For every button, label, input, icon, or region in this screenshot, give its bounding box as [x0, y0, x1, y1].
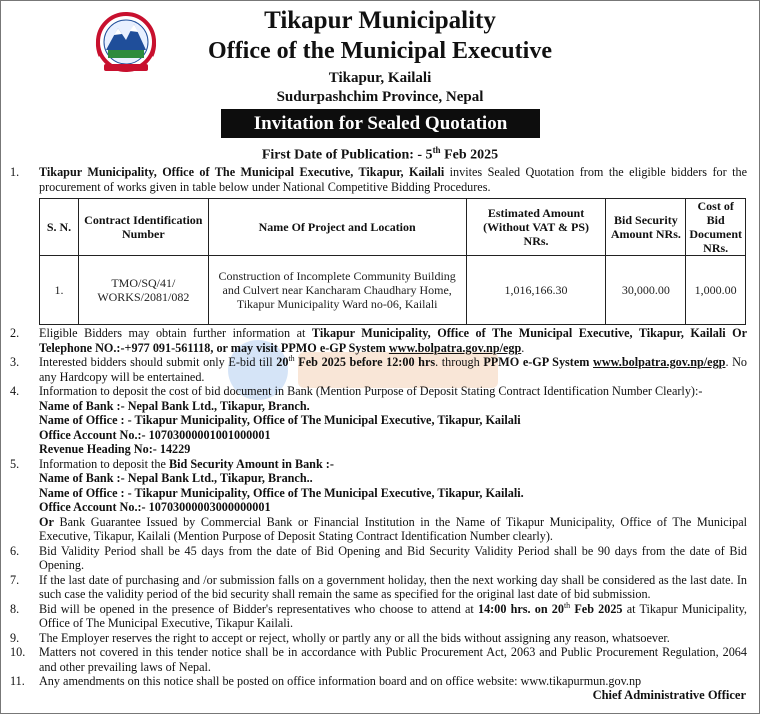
header-contract-id: Contract Identification Number: [79, 199, 209, 256]
cell-bid-security: 30,000.00: [606, 256, 686, 325]
notice-item-10: 10. Matters not covered in this tender notice shall be in accordance with Public Procurement Act, 2063 and Public Procurement Regulation, 2064 and other prevailing laws of Nepal.: [10, 645, 747, 674]
signature-title: Chief Administrative Officer: [592, 688, 746, 702]
notice-item-7: 7. If the last date of purchasing and /or submission falls on a government holiday, then the next working day shall be considered as the last date. In such case the validity period of the bid security shall remain the same as specified for the original last date of bid submission.: [10, 572, 747, 601]
notice-items: [10, 165, 747, 194]
cell-sn: 1.: [40, 256, 79, 325]
header-bid-security: Bid Security Amount NRs.: [606, 199, 686, 256]
notice-item-6: 6. Bid Validity Period shall be 45 days from the date of Bid Opening and Bid Security Validity Period shall be 90 days from the date of Bid Opening.: [10, 543, 747, 572]
office-name: Tikapur Municipality: [264, 7, 496, 34]
table-header-row: [40, 199, 746, 256]
cell-estimated-amount: 1,016,166.30: [466, 256, 606, 325]
bid-table: [39, 198, 746, 325]
notice-item-1: 1. Tikapur Municipality, Office of The Municipal Executive, Tikapur, Kailali invites Sealed Quotation from the eligible bidders for the procurement of works given in table below under National Competitive Bidding Procedures.: [10, 165, 747, 194]
notice-item-11: 11. Any amendments on this notice shall be posted on office information board and on office website: www.tikapurmun.gov.np: [10, 674, 642, 688]
cell-project: Construction of Incomplete Community Building and Culvert near Kancharam Chaudhary Home, Tikapur Municipality Ward no-06, Kailali: [208, 256, 466, 325]
notice-item-4: 4. Information to deposit the cost of bid document in Bank (Mention Purpose of Deposit Stating Contract Identification Number Clearly):- Name of Bank :- Nepal Bank Ltd., Tikapur, Branch. Name of Office : - Tikapur Municipality, Office of The Municipal Executive, Tikapur, Kailali Office Account No.:- 10703000001001000001 Revenue Heading No:- 14229: [10, 384, 703, 456]
notice-item-2: 2. Eligible Bidders may obtain further information at Tikapur Municipality, Office of The Municipal Executive, Tikapur, Kailali Or Telephone NO.:-+977 091-561118, or may visit PPMO e-GP System www.bolpatra.gov.np/egp.: [10, 326, 747, 355]
bolpatra-link[interactable]: www.bolpatra.gov.np/egp: [388, 340, 522, 355]
cell-contract-id: TMO/SQ/41/ WORKS/2081/082: [79, 256, 209, 325]
bolpatra-link-2[interactable]: www.bolpatra.gov.np/egp: [593, 355, 726, 369]
header-project: Name Of Project and Location: [208, 199, 466, 256]
address-province: Sudurpashchim Province, Nepal: [276, 89, 484, 105]
header-bid-cost: Cost of Bid Document NRs.: [686, 199, 746, 256]
header-sn: S. N.: [40, 199, 79, 256]
notice-banner: Invitation for Sealed Quotation: [221, 109, 540, 138]
notice-item-5: 5. Information to deposit the Bid Security Amount in Bank :- Name of Bank :- Nepal Bank Ltd., Tikapur, Branch.. Name of Office : - Tikapur Municipality, Office of The Municipal Executive, Tikapur, Kailali. Office Account No.:- 10703000003000000001 Or Bank Guarantee Issued by Commercial Bank or Financial Institution in the Name of Tikapur Municipality, Office of The Municipal Executive, Tikapur, Kailali (Mention Purpose of Deposit Stating Contract Identification Number clearly).: [10, 456, 747, 543]
publication-date: First Date of Publication: - 5th Feb 2025: [261, 145, 499, 163]
office-subtitle: Office of the Municipal Executive: [208, 38, 552, 64]
notice-item-9: 9. The Employer reserves the right to accept or reject, wholly or partly any or all the bids without assigning any reason, whatsoever.: [10, 630, 670, 645]
table-row: [40, 256, 746, 325]
notice-item-8: 8. Bid will be opened in the presence of Bidder's representatives who choose to attend at 14:00 hrs. on 20th Feb 2025 at Tikapur Municipality, Office of The Municipal Executive, Tikapur Kailali.: [10, 600, 747, 630]
notice-item-3: 3. Interested bidders should submit only E-bid till 20th Feb 2025 before 12:00 hrs. through PPMO e-GP System www.bolpatra.gov.np/egp. No any Hardcopy will be entertained.: [10, 353, 748, 384]
notice-items-lower: [10, 326, 747, 689]
address-city: Tikapur, Kailali: [328, 70, 432, 86]
cell-bid-cost: 1,000.00: [686, 256, 746, 325]
header-estimated-amount: Estimated Amount (Without VAT & PS) NRs.: [466, 199, 606, 256]
